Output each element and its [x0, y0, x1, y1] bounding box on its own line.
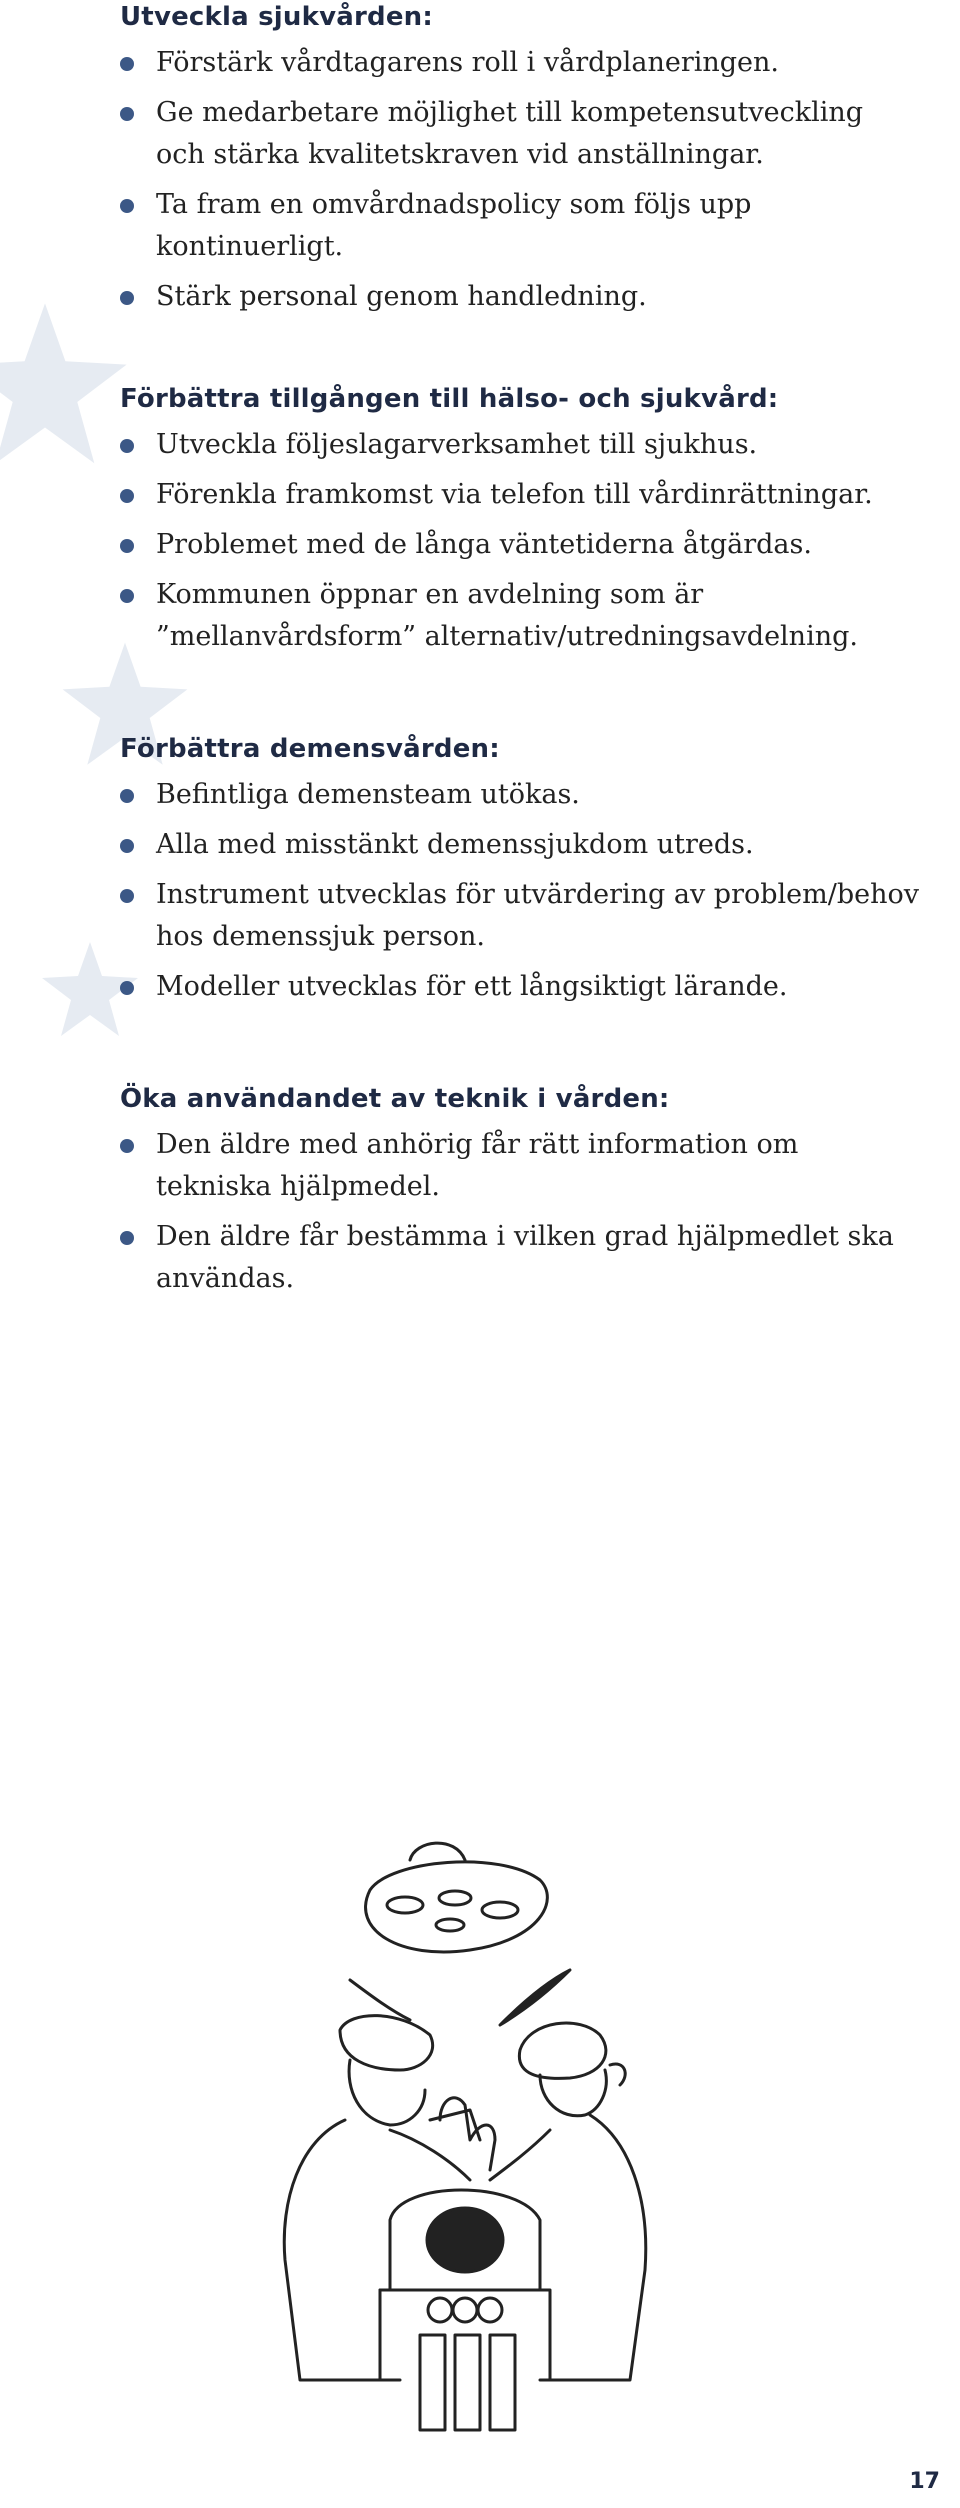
surgeon-left-icon — [284, 2016, 480, 2380]
list-item: Modeller utvecklas för ett långsiktigt lärande. — [120, 966, 920, 1008]
list-item: Den äldre med anhörig får rätt information om tekniska hjälpmedel. — [120, 1124, 920, 1208]
surgery-illustration — [240, 1820, 680, 2460]
list-item: Ta fram en omvårdnadspolicy som följs upp kontinuerligt. — [120, 184, 920, 268]
list-item: Stärk personal genom handledning. — [120, 276, 920, 318]
section-forbattra-demensvarden — [120, 732, 920, 1016]
operating-lamp-icon — [366, 1843, 548, 1952]
section-heading: Utveckla sjukvården: — [120, 2, 433, 32]
bullet-icon — [120, 889, 134, 903]
list-item: Befintliga demensteam utökas. — [120, 774, 920, 816]
list-item: Kommunen öppnar en avdelning som är ”mellanvårdsform” alternativ/utredningsavdelning. — [120, 574, 920, 658]
bullet-icon — [120, 107, 134, 121]
bullet-icon — [120, 291, 134, 305]
section-forbattra-tillgangen — [120, 382, 920, 666]
medical-equipment-icon — [380, 2290, 550, 2430]
section-oka-anvandandet — [120, 1082, 920, 1308]
list-item: Alla med misstänkt demenssjukdom utreds. — [120, 824, 920, 866]
bullet-list — [120, 424, 920, 658]
bullet-icon — [120, 439, 134, 453]
list-item: Förenkla framkomst via telefon till vårdinrättningar. — [120, 474, 920, 516]
surgeon-right-icon — [490, 2023, 646, 2380]
bullet-icon — [120, 489, 134, 503]
bullet-icon — [120, 1231, 134, 1245]
list-item: Problemet med de långa väntetiderna åtgärdas. — [120, 524, 920, 566]
page-number: 17 — [909, 2469, 940, 2494]
bullet-icon — [120, 981, 134, 995]
bullet-icon — [120, 57, 134, 71]
section-heading: Förbättra demensvården: — [120, 734, 500, 764]
bullet-icon — [120, 789, 134, 803]
section-heading: Förbättra tillgången till hälso- och sjukvård: — [120, 384, 779, 414]
background-star-icon — [0, 300, 130, 470]
bullet-icon — [120, 539, 134, 553]
section-utveckla-sjukvarden — [120, 0, 920, 326]
list-item: Förstärk vårdtagarens roll i vårdplaneringen. — [120, 42, 920, 84]
bullet-list — [120, 42, 920, 318]
bullet-list — [120, 774, 920, 1008]
bullet-icon — [120, 839, 134, 853]
list-item: Utveckla följeslagarverksamhet till sjukhus. — [120, 424, 920, 466]
bullet-icon — [120, 199, 134, 213]
list-item: Den äldre får bestämma i vilken grad hjälpmedlet ska användas. — [120, 1216, 920, 1300]
list-item: Ge medarbetare möjlighet till kompetensutveckling och stärka kvalitetskraven vid anställningar. — [120, 92, 920, 176]
bullet-icon — [120, 589, 134, 603]
bullet-icon — [120, 1139, 134, 1153]
list-item: Instrument utvecklas för utvärdering av problem/behov hos demenssjuk person. — [120, 874, 920, 958]
bullet-list — [120, 1124, 920, 1300]
patient-icon — [390, 2190, 540, 2290]
section-heading: Öka användandet av teknik i vården: — [120, 1084, 670, 1114]
